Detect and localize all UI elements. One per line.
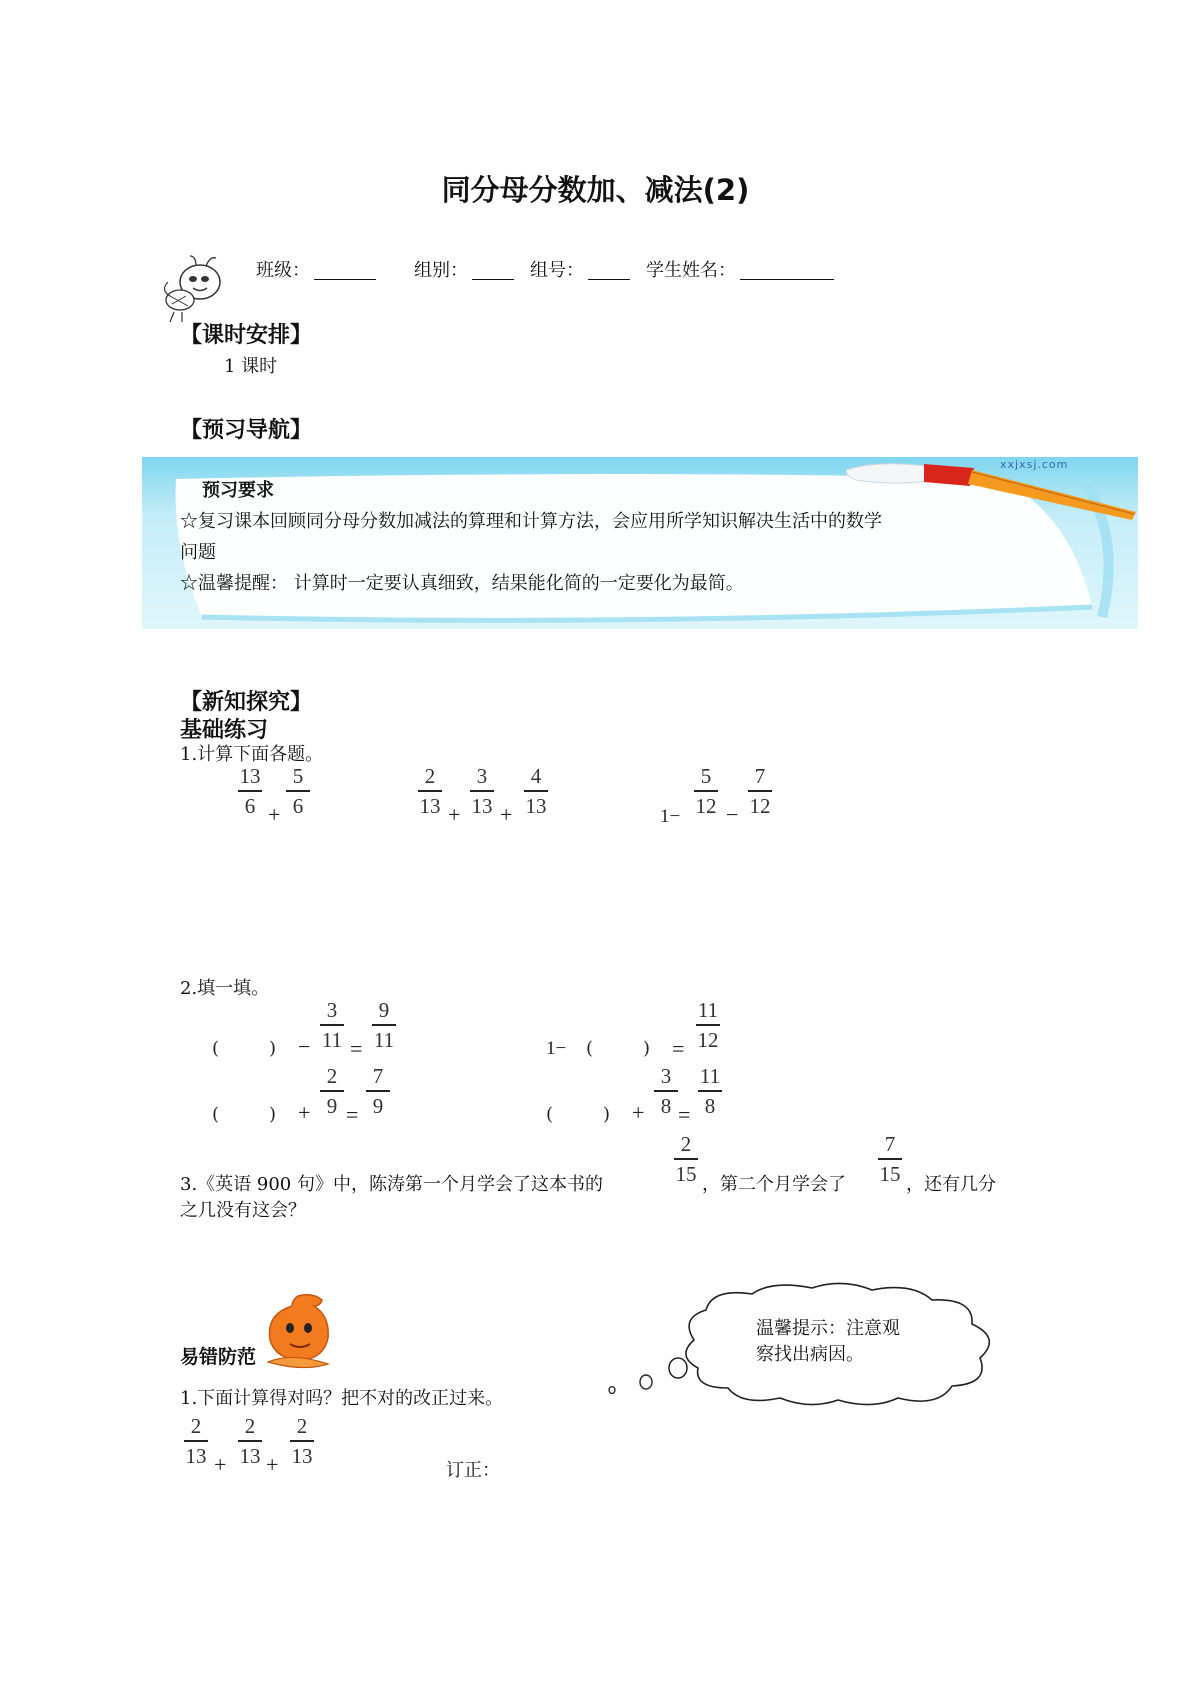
fraction: 3 8 (654, 1066, 678, 1117)
fraction: 2 9 (320, 1066, 344, 1117)
equals-sign: = (346, 1102, 359, 1127)
minus-sign: − (726, 802, 739, 827)
fraction: 11 8 (699, 1064, 721, 1118)
class-field[interactable] (256, 256, 376, 282)
q3-part3: ，还有几分 (906, 1174, 996, 1195)
fraction: 2 13 (291, 1414, 313, 1468)
minus-sign: − (298, 1034, 311, 1059)
fraction: 11 12 (697, 998, 719, 1052)
mq1-prompt: 1.下面计算得对吗？把不对的改正过来。 (180, 1388, 504, 1409)
tip-line2: 察找出病因。 (756, 1344, 864, 1365)
plus-sign: + (214, 1452, 227, 1477)
q3-part2: ，第二个月学会了 (702, 1174, 846, 1195)
fraction: 5 6 (286, 766, 310, 817)
fraction: 7 12 (749, 764, 771, 818)
fraction: 7 9 (366, 1066, 390, 1117)
paintbrush-icon (846, 456, 1138, 528)
fraction: 2 15 (675, 1132, 697, 1186)
one-minus: 1− (546, 1038, 567, 1059)
fraction: 3 11 (321, 998, 343, 1052)
group-field[interactable] (414, 256, 514, 282)
explore-subheading: 基础练习 (180, 718, 269, 743)
plus-sign: + (632, 1100, 645, 1125)
fraction: 7 15 (879, 1132, 901, 1186)
fraction: 2 13 (419, 764, 441, 818)
banner-line3: ☆温馨提醒： 计算时一定要认真细致，结果能化简的一定要化为最简。 (180, 573, 744, 594)
equals-sign: = (350, 1036, 363, 1061)
class-label: 班级： (256, 260, 310, 281)
banner-watermark: xxjxsj.com (1000, 458, 1069, 471)
fraction: 9 11 (373, 998, 395, 1052)
equals-sign: = (672, 1036, 685, 1061)
plus-sign: + (298, 1100, 311, 1125)
tip-line1: 温馨提示：注意观 (756, 1318, 900, 1339)
answer-blank[interactable]: ( ) (546, 1104, 611, 1125)
q3-part1: 3.《英语 900 句》中，陈涛第一个月学会了这本书的 (180, 1174, 603, 1195)
correction-label: 订正： (446, 1460, 500, 1481)
schedule-heading: 【课时安排】 (180, 323, 313, 348)
preview-heading: 【预习导航】 (180, 418, 313, 443)
group-label: 组别： (414, 260, 468, 281)
answer-blank[interactable]: ( ) (586, 1038, 651, 1059)
equals-sign: = (678, 1102, 691, 1127)
answer-blank[interactable]: ( ) (212, 1104, 277, 1125)
banner-line1: ☆复习课本回顾同分母分数加减法的算理和计算方法，会应用所学知识解决生活中的数学 (180, 511, 882, 532)
page-title: 同分母分数加、减法(2) (441, 173, 750, 207)
fraction: 5 12 (695, 764, 717, 818)
fraction: 2 13 (239, 1414, 261, 1468)
plus-sign: + (448, 802, 461, 827)
q2-prompt: 2.填一填。 (180, 978, 270, 999)
plus-sign: + (500, 802, 513, 827)
fraction: 3 13 (471, 764, 493, 818)
banner-title: 预习要求 (202, 480, 274, 501)
explore-heading: 【新知探究】 (180, 690, 313, 715)
group-no-label: 组号： (530, 260, 584, 281)
fraction: 13 6 (239, 764, 261, 818)
banner-line2: 问题 (180, 542, 216, 563)
student-name-field[interactable] (646, 256, 834, 282)
fraction: 2 13 (185, 1414, 207, 1468)
mistakes-heading: 易错防范 (180, 1346, 257, 1368)
mascot-icon (262, 1292, 334, 1372)
schedule-content: 1 课时 (224, 356, 278, 377)
one-minus: 1− (660, 806, 681, 827)
fraction: 4 13 (525, 764, 547, 818)
group-no-field[interactable] (530, 256, 630, 282)
q1-prompt: 1.计算下面各题。 (180, 744, 324, 765)
name-label: 学生姓名： (646, 260, 736, 281)
answer-blank[interactable]: ( ) (212, 1038, 277, 1059)
plus-sign: + (266, 1452, 279, 1477)
q3-line2: 之几没有这会？ (180, 1200, 306, 1221)
plus-sign: + (268, 802, 281, 827)
bee-icon (160, 252, 232, 324)
